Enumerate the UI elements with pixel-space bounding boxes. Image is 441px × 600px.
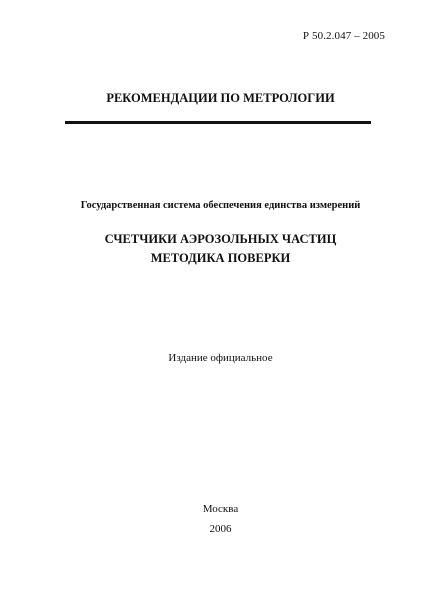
document-code: Р 50.2.047 – 2005 — [302, 30, 385, 42]
publication-place: Москва — [202, 503, 239, 515]
title-line-1: СЧЕТЧИКИ АЭРОЗОЛЬНЫХ ЧАСТИЦ — [104, 232, 337, 246]
publication-year: 2006 — [209, 523, 232, 535]
standards-system: Государственная система обеспечения единства измерений — [80, 200, 361, 211]
document-series: РЕКОМЕНДАЦИИ ПО МЕТРОЛОГИИ — [106, 91, 335, 105]
title-line-2: МЕТОДИКА ПОВЕРКИ — [150, 251, 291, 265]
edition-note: Издание официальное — [168, 352, 273, 364]
horizontal-rule — [65, 121, 371, 124]
document-title — [0, 230, 441, 268]
